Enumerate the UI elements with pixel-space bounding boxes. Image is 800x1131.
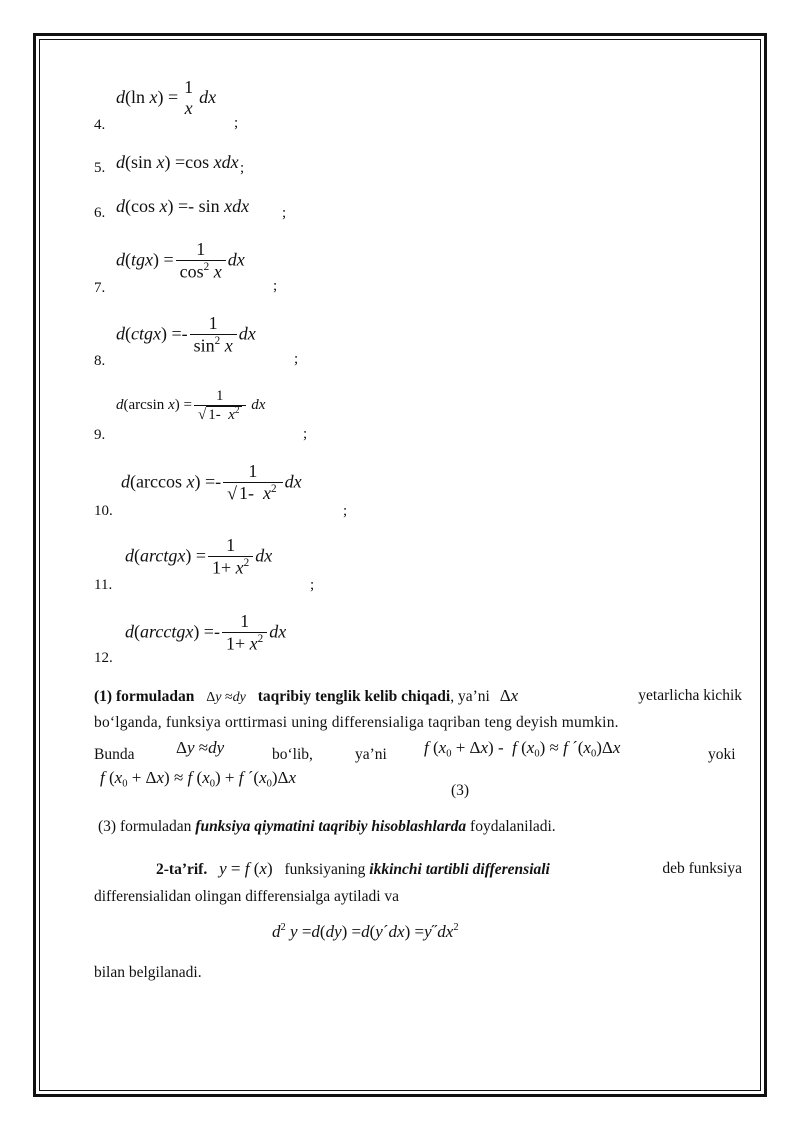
p4-c: foydalaniladi. — [470, 818, 556, 835]
formula-8: d(ctgx) =- $\frac{1}{\sin^2 x}$ dx — [116, 313, 256, 356]
closing-text: bilan belgilanadi. — [94, 964, 202, 981]
formula-11-number: 11. — [94, 577, 113, 593]
p4-a: (3) formuladan — [98, 818, 192, 835]
yani-text: ya’ni — [355, 746, 387, 763]
formula-4-sep: ; — [234, 115, 239, 131]
formula-9-sep: ; — [303, 426, 308, 442]
second-differential-formula: $d^2$ y =d(dy) =d(y´dx) $=y˝dx^2$ — [272, 922, 459, 941]
formula-6-sep: ; — [282, 205, 287, 221]
formula-6-number: 6. — [94, 205, 106, 221]
formula-8-sep: ; — [294, 351, 299, 367]
para-2 — [98, 814, 556, 840]
p1-b: taqribiy tenglik kelib chiqadi — [257, 688, 451, 705]
formula-10: d(arccos x) =- $\frac{1}{√ 1- x^2}$ dx — [121, 461, 302, 504]
formula-5: d(sin x) =cos xdx — [116, 152, 239, 172]
formula-7-number: 7. — [94, 280, 106, 296]
definition-line-2: differensialidan olingan differensialga aytiladi va — [94, 888, 400, 905]
approx-formula-2: Δy ≈dy — [176, 738, 225, 757]
def-c: deb funksiya — [662, 860, 742, 877]
approx-formula: Δy ≈dy — [206, 690, 246, 705]
formula-12: d(arcctgx) =- $\frac{1}{1+ x^2}$ dx — [125, 611, 287, 654]
para-1-line-2: bo‘lganda, funksiya orttirmasi uning differensialiga taqriban teng deyish mumkin. — [94, 714, 619, 731]
p4-b: funksiya qiymatini taqribiy hisoblashlarda — [195, 818, 467, 835]
formula-6: d(cos x) =- sin xdx — [116, 196, 250, 216]
formula-5-number: 5. — [94, 160, 106, 176]
formula-10-sep: ; — [343, 503, 348, 519]
formula-9: d(arcsin x) = $\frac{1}{√ 1- x^2}$ dx — [116, 388, 266, 423]
def-label: 2-ta’rif. — [156, 861, 208, 878]
p1-c: , ya’ni — [450, 688, 490, 705]
p1-d: yetarlicha kichik — [638, 687, 742, 704]
para-1-line-1 — [94, 683, 742, 711]
function-formula: y = f (x) — [219, 859, 273, 878]
bolib-text: bo‘lib, — [272, 746, 313, 763]
increment-formula: f $(x_0 + \Delta x) - f$ $(x_0) \approx f$ $´(x_0)\Delta x$ — [424, 738, 621, 760]
formula-10-number: 10. — [94, 503, 113, 519]
p1-a: (1) formuladan — [94, 688, 195, 705]
formula-11: d(arctgx) = $\frac{1}{1+ x^2}$ dx — [125, 535, 273, 578]
formula-11-sep: ; — [310, 577, 315, 593]
approx-value-formula: f $(x_0 + \Delta x) \approx f$ $(x_0) + f$ $´(x_0)\Delta x$ — [100, 768, 297, 790]
formula-12-number: 12. — [94, 650, 113, 666]
formula-7-sep: ; — [273, 278, 278, 294]
yoki-text: yoki — [708, 746, 736, 763]
formula-9-number: 9. — [94, 427, 106, 443]
bunda-label: Bunda — [94, 746, 135, 763]
definition-line-1 — [156, 856, 742, 883]
formula-4: d(ln x) = 1 x dx — [116, 77, 217, 118]
formula-7: d(tgx) = $\frac{1}{\cos^2 x}$ dx — [116, 239, 245, 282]
delta-x: Δx — [499, 686, 519, 705]
formula-5-sep: ; — [240, 160, 245, 176]
def-b: ikkinchi tartibli differensiali — [369, 861, 550, 878]
formula-8-number: 8. — [94, 353, 106, 369]
def-a: funksiyaning — [284, 861, 366, 878]
formula-4-number: 4. — [94, 117, 106, 133]
equation-number-3: (3) — [451, 782, 470, 799]
